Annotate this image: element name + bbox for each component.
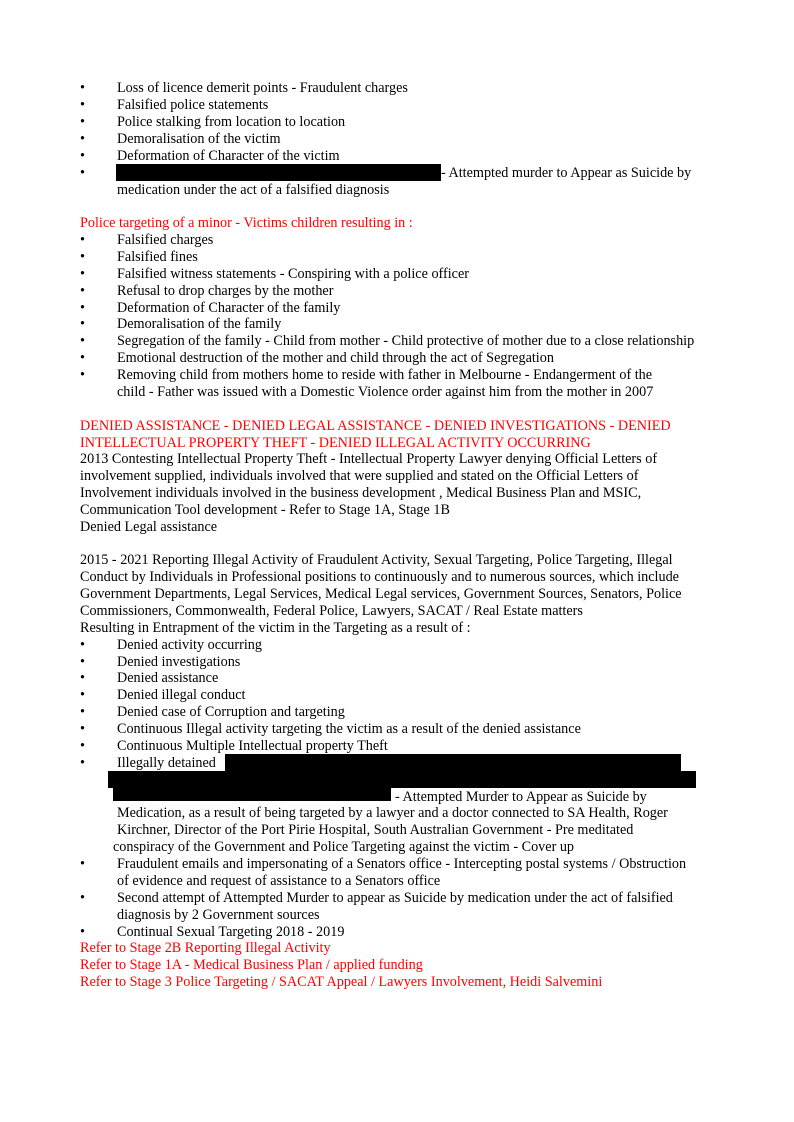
list-item: Denied activity occurring	[117, 637, 262, 653]
bullet-glyph: •	[80, 721, 85, 737]
list-item-continuation: child - Father was issued with a Domestic Violence order against him from the mother in 2007	[117, 384, 654, 400]
paragraph-line: Communication Tool development - Refer to Stage 1A, Stage 1B	[80, 502, 450, 518]
bullet-glyph: •	[80, 266, 85, 282]
bullet-glyph: •	[80, 114, 85, 130]
list-item-continuation: diagnosis by 2 Government sources	[117, 907, 320, 923]
bullet-glyph: •	[80, 890, 85, 906]
paragraph-line: Commissioners, Commonwealth, Federal Police, Lawyers, SACAT / Real Estate matters	[80, 603, 583, 619]
bullet-glyph: •	[80, 148, 85, 164]
list-item-continuation: Medication, as a result of being targeted by a lawyer and a doctor connected to SA Health, Roger	[117, 805, 668, 821]
bullet-glyph: •	[80, 637, 85, 653]
paragraph-line: Government Departments, Legal Services, Medical Legal services, Government Sources, Senators, Police	[80, 586, 682, 602]
bullet-glyph: •	[80, 367, 85, 383]
list-item: Loss of licence demerit points - Fraudulent charges	[117, 80, 408, 96]
list-item: Police stalking from location to location	[117, 114, 346, 130]
paragraph-line: 2015 - 2021 Reporting Illegal Activity of Fraudulent Activity, Sexual Targeting, Police Targeting, Illegal	[80, 552, 673, 568]
list-item: Second attempt of Attempted Murder to appear as Suicide by medication under the act of falsified	[117, 890, 673, 906]
list-item: Emotional destruction of the mother and child through the act of Segregation	[117, 350, 554, 366]
list-item: Deformation of Character of the victim	[117, 148, 340, 164]
bullet-glyph: •	[80, 738, 85, 754]
bullet-glyph: •	[80, 350, 85, 366]
reference-line: Refer to Stage 1A - Medical Business Plan / applied funding	[80, 957, 423, 973]
bullet-glyph: •	[80, 687, 85, 703]
list-item: Demoralisation of the family	[117, 316, 282, 332]
list-item: Continual Sexual Targeting 2018 - 2019	[117, 924, 345, 940]
reference-line: Refer to Stage 3 Police Targeting / SACAT Appeal / Lawyers Involvement, Heidi Salvemini	[80, 974, 603, 990]
paragraph-line: 2013 Contesting Intellectual Property Theft - Intellectual Property Lawyer denying Official Letters of	[80, 451, 658, 467]
list-item: Denied assistance	[117, 670, 219, 686]
paragraph-line: involvement supplied, individuals involved that were supplied and stated on the Official Letters of	[80, 468, 639, 484]
list-item: Denied case of Corruption and targeting	[117, 704, 345, 720]
list-item-continuation: conspiracy of the Government and Police Targeting against the victim - Cover up	[113, 839, 575, 855]
redaction-block	[108, 771, 696, 788]
bullet-glyph: •	[80, 333, 85, 349]
list-item: Removing child from mothers home to reside with father in Melbourne - Endangerment of the	[117, 367, 653, 383]
redaction-block	[225, 754, 681, 771]
list-item: Demoralisation of the victim	[117, 131, 281, 147]
list-item: Denied investigations	[117, 654, 241, 670]
list-item: Illegally detained	[117, 755, 216, 771]
list-item-continuation: medication under the act of a falsified diagnosis	[117, 182, 390, 198]
redaction-block	[113, 788, 391, 801]
bullet-glyph: •	[80, 856, 85, 872]
list-item: Refusal to drop charges by the mother	[117, 283, 334, 299]
list-item: Segregation of the family - Child from mother - Child protective of mother due to a close relationship	[117, 333, 695, 349]
bullet-glyph: •	[80, 249, 85, 265]
reference-line: Refer to Stage 2B Reporting Illegal Activity	[80, 940, 331, 956]
list-item: Falsified police statements	[117, 97, 269, 113]
list-item: Denied illegal conduct	[117, 687, 246, 703]
bullet-glyph: •	[80, 165, 85, 181]
paragraph-line: Conduct by Individuals in Professional positions to continuously and to numerous sources, which include	[80, 569, 679, 585]
list-item-continuation: of evidence and request of assistance to a Senators office	[117, 873, 441, 889]
bullet-glyph: •	[80, 924, 85, 940]
list-item: Falsified charges	[117, 232, 214, 248]
bullet-glyph: •	[80, 232, 85, 248]
list-item: Fraudulent emails and impersonating of a Senators office - Intercepting postal systems / Obstruction	[117, 856, 687, 872]
section-heading: DENIED ASSISTANCE - DENIED LEGAL ASSISTANCE - DENIED INVESTIGATIONS - DENIED	[80, 418, 671, 434]
bullet-glyph: •	[80, 755, 85, 771]
section-heading: INTELLECTUAL PROPERTY THEFT - DENIED ILLEGAL ACTIVITY OCCURRING	[80, 435, 591, 451]
redaction-block	[116, 164, 441, 181]
paragraph-line: Resulting in Entrapment of the victim in the Targeting as a result of :	[80, 620, 471, 636]
bullet-glyph: •	[80, 97, 85, 113]
bullet-glyph: •	[80, 300, 85, 316]
list-item: Continuous Illegal activity targeting the victim as a result of the denied assistance	[117, 721, 581, 737]
list-item: Falsified fines	[117, 249, 198, 265]
bullet-glyph: •	[80, 131, 85, 147]
bullet-glyph: •	[80, 80, 85, 96]
bullet-glyph: •	[80, 283, 85, 299]
bullet-glyph: •	[80, 654, 85, 670]
list-item-continuation: Kirchner, Director of the Port Pirie Hospital, South Australian Government - Pre meditated	[117, 822, 634, 838]
bullet-glyph: •	[80, 704, 85, 720]
section-heading: Police targeting of a minor - Victims children resulting in :	[80, 215, 413, 231]
list-item-tail: - Attempted Murder to Appear as Suicide by	[395, 789, 647, 805]
bullet-glyph: •	[80, 670, 85, 686]
paragraph-line: Denied Legal assistance	[80, 519, 218, 535]
list-item: Continuous Multiple Intellectual property Theft	[117, 738, 388, 754]
list-item-tail: - Attempted murder to Appear as Suicide by	[441, 165, 692, 181]
paragraph-line: Involvement individuals involved in the business development , Medical Business Plan and MSIC,	[80, 485, 642, 501]
bullet-glyph: •	[80, 316, 85, 332]
list-item: Deformation of Character of the family	[117, 300, 341, 316]
list-item: Falsified witness statements - Conspiring with a police officer	[117, 266, 469, 282]
